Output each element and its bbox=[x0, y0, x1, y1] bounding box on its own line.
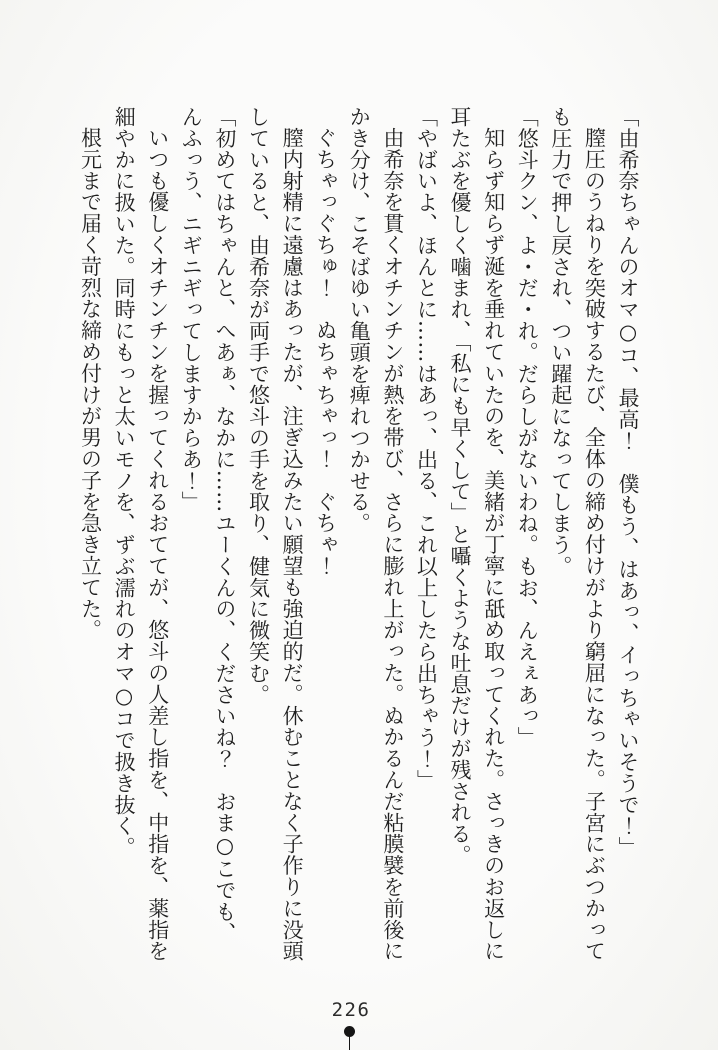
narrative-paragraph: 膣内射精に遠慮はあったが、注ぎ込みたい願望も強迫的だ。休むことなく子作りに没頭していると、由希奈が両手で悠斗の手を取り、健気に微笑む。 bbox=[246, 106, 305, 962]
narrative-paragraph: 由希奈を貫くオチンチンが熱を帯び、さらに膨れ上がった。ぬかるんだ粘膜襞を前後にかき分け、こそばゆい亀頭を痺れつかせる。 bbox=[347, 106, 405, 962]
narrative-paragraph: いつも優しくオチンチンを握ってくれるおててが、悠斗の人差し指を、中指を、薬指を細やかに扱いた。同時にもっと太いモノを、ずぶ濡れのオマ○コで扱き抜く。 bbox=[112, 106, 170, 962]
dialogue-paragraph: 「悠斗クン、よ・だ・れ。だらしがないわね。もお、んえぇあっ」 bbox=[515, 106, 540, 748]
dialogue-paragraph: 「由希奈ちゃんのオマ○コ、最高！ 僕もう、はあっ、イっちゃいそうで！」 bbox=[616, 106, 640, 858]
page-number: 226 bbox=[331, 999, 371, 1021]
narrative-paragraph: 知らず知らず涎を垂れていたのを、美緒が丁寧に舐め取ってくれた。さっきのお返しに耳たぶを優しく噛まれ、「私にも早くして」と囁くような吐息だけが残される。 bbox=[448, 106, 506, 962]
narrative-paragraph: 膣圧のうねりを突破するたび、全体の締め付けがより窮屈になった。子宮にぶつかっても圧力で押し戻され、つい躍起になってしまう。 bbox=[548, 106, 607, 962]
dialogue-paragraph: 「初めてはちゃんと、へあぁ、なかに……ユーくんの、くださいね？ おま○こでも、んふっう、ニギニギってしますからあ！」 bbox=[179, 106, 237, 944]
page-text bbox=[72, 106, 644, 963]
sfx-paragraph: ぐちゃっぐちゅ！ ぬちゃちゃっ！ ぐちゃ！ bbox=[313, 127, 338, 577]
narrative-paragraph: 根元まで届く苛烈な締め付けが男の子を急き立てた。 bbox=[78, 127, 103, 641]
binding-marker-line bbox=[349, 1035, 351, 1050]
dialogue-paragraph: 「やばいよ、ほんとに……はあっ、出る、これ以上したら出ちゃう！」 bbox=[414, 106, 439, 791]
